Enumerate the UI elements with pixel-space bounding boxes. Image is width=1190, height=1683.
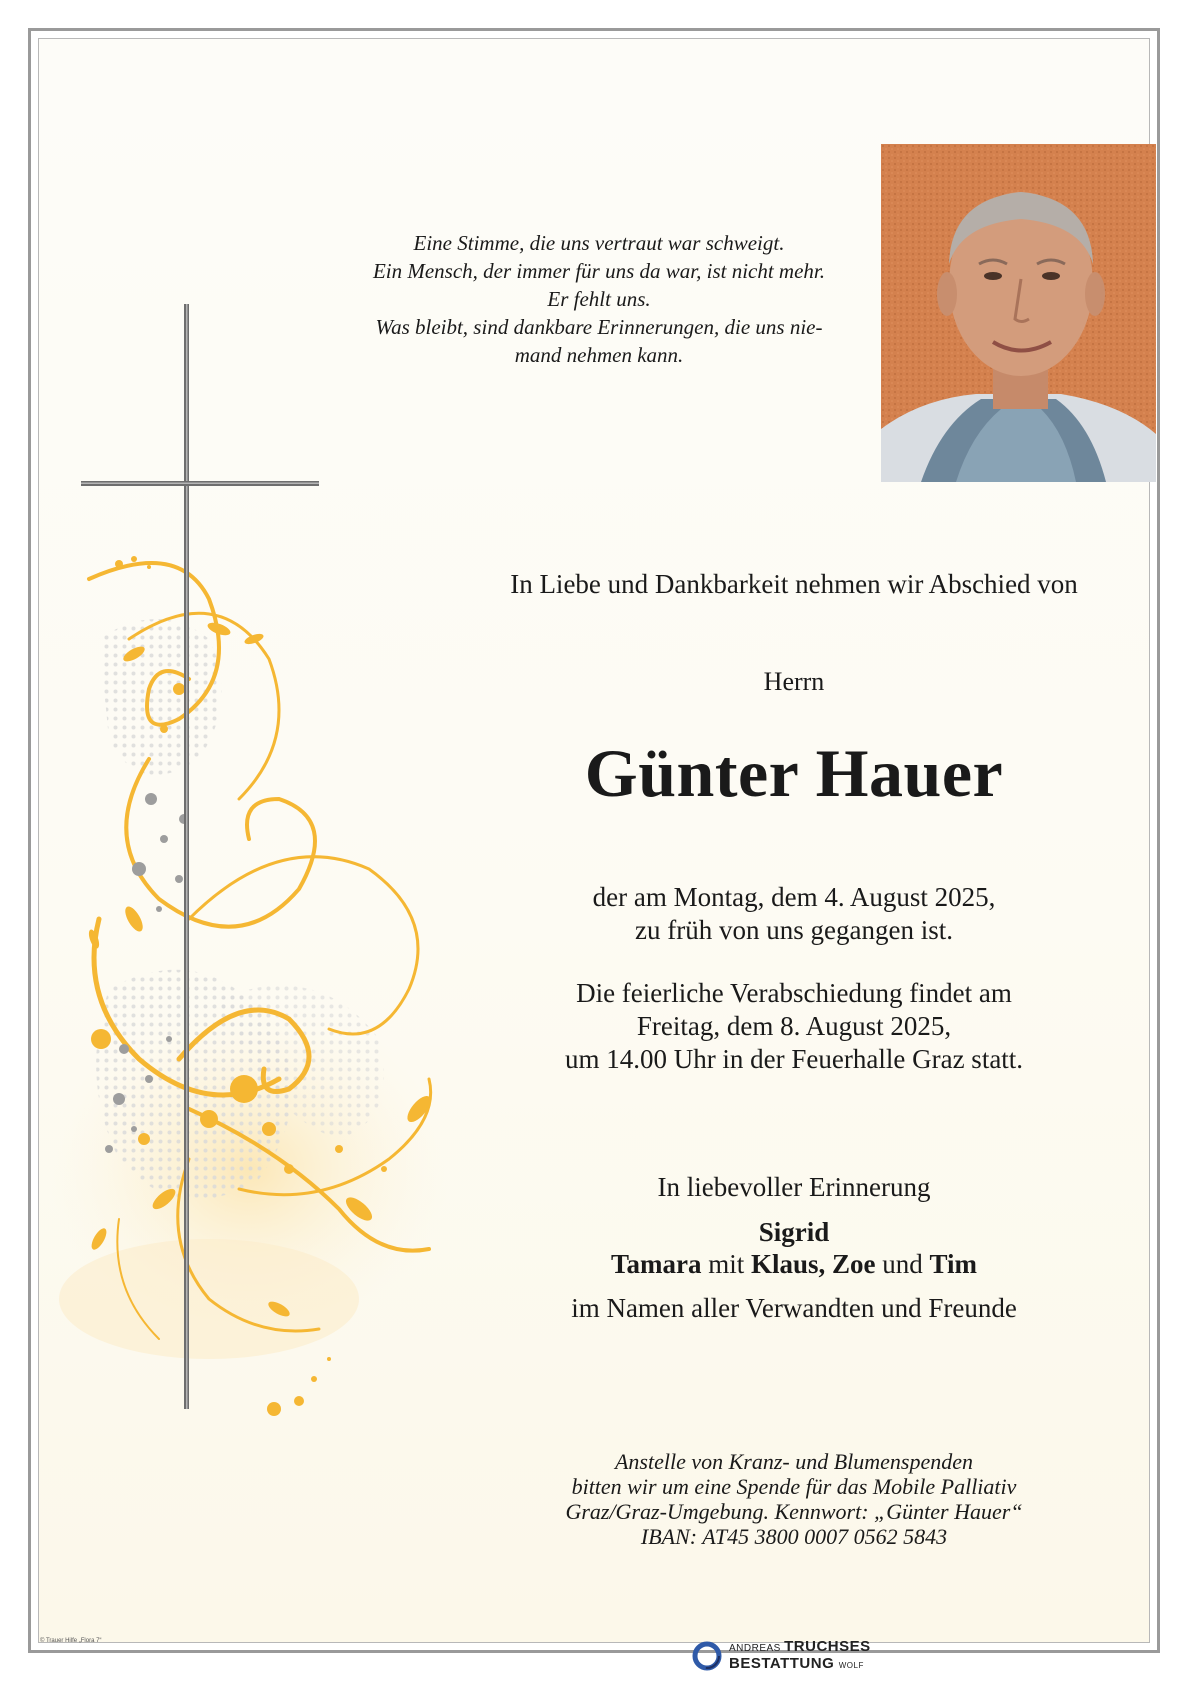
donation-line: bitten wir um eine Spende für das Mobile Palliativ — [571, 1474, 1017, 1499]
template-credit: © Trauer Hilfe „Flora 7“ — [40, 1638, 102, 1644]
donation-line: Graz/Graz-Umgebung. Kennwort: „Günter Hauer“ — [565, 1499, 1023, 1524]
connector-text: mit — [708, 1249, 745, 1279]
logo-small-top: ANDREAS — [729, 1643, 781, 1654]
death-line: zu früh von uns gegangen ist. — [635, 915, 953, 945]
quote-line: Eine Stimme, die uns vertraut war schweigt. — [413, 231, 785, 255]
ring-logo-icon — [691, 1640, 723, 1672]
quote-line: Er fehlt uns. — [547, 287, 651, 311]
date-of-death — [469, 881, 1119, 947]
ceremony-details — [469, 977, 1119, 1076]
mourner-name: Sigrid — [758, 1217, 830, 1247]
relatives-line: im Namen aller Verwandten und Freunde — [571, 1293, 1017, 1323]
logo-small-bottom: WOLF — [838, 1661, 864, 1670]
memory-heading: In liebevoller Erinnerung — [657, 1172, 931, 1202]
connector-text: und — [882, 1249, 923, 1279]
logo-brand-top: TRUCHSES — [784, 1638, 871, 1655]
donation-line: Anstelle von Kranz- und Blumenspenden — [614, 1449, 974, 1474]
donation-line: IBAN: AT45 3800 0007 0562 5843 — [640, 1524, 948, 1549]
obituary-card — [38, 38, 1150, 1672]
mourner-name: Tamara — [610, 1249, 702, 1279]
mourner-name: Tim — [929, 1249, 978, 1279]
mourner-name: Klaus, Zoe — [750, 1249, 876, 1279]
ceremony-line: Freitag, dem 8. August 2025, — [636, 1011, 952, 1041]
deceased-name: Günter Hauer — [584, 735, 1004, 811]
death-line: der am Montag, dem 4. August 2025, — [592, 882, 996, 912]
funeral-home-logo — [691, 1639, 871, 1673]
ceremony-line: Die feierliche Verabschiedung findet am — [576, 978, 1012, 1008]
ceremony-line: um 14.00 Uhr in der Feuerhalle Graz statt. — [564, 1044, 1024, 1074]
salutation: Herrn — [763, 667, 825, 696]
quote-line: mand nehmen kann. — [514, 343, 684, 367]
portrait-photo — [881, 144, 1156, 482]
logo-brand-bottom: BESTATTUNG — [729, 1655, 835, 1672]
quote-line: Ein Mensch, der immer für uns da war, ist nicht mehr. — [372, 259, 826, 283]
donation-notice — [469, 1449, 1119, 1549]
quote-line: Was bleibt, sind dankbare Erinnerungen, die uns nie- — [375, 315, 823, 339]
mourners-list — [469, 1216, 1119, 1280]
farewell-intro: In Liebe und Dankbarkeit nehmen wir Abschied von — [510, 569, 1078, 599]
memorial-quote — [339, 229, 859, 369]
